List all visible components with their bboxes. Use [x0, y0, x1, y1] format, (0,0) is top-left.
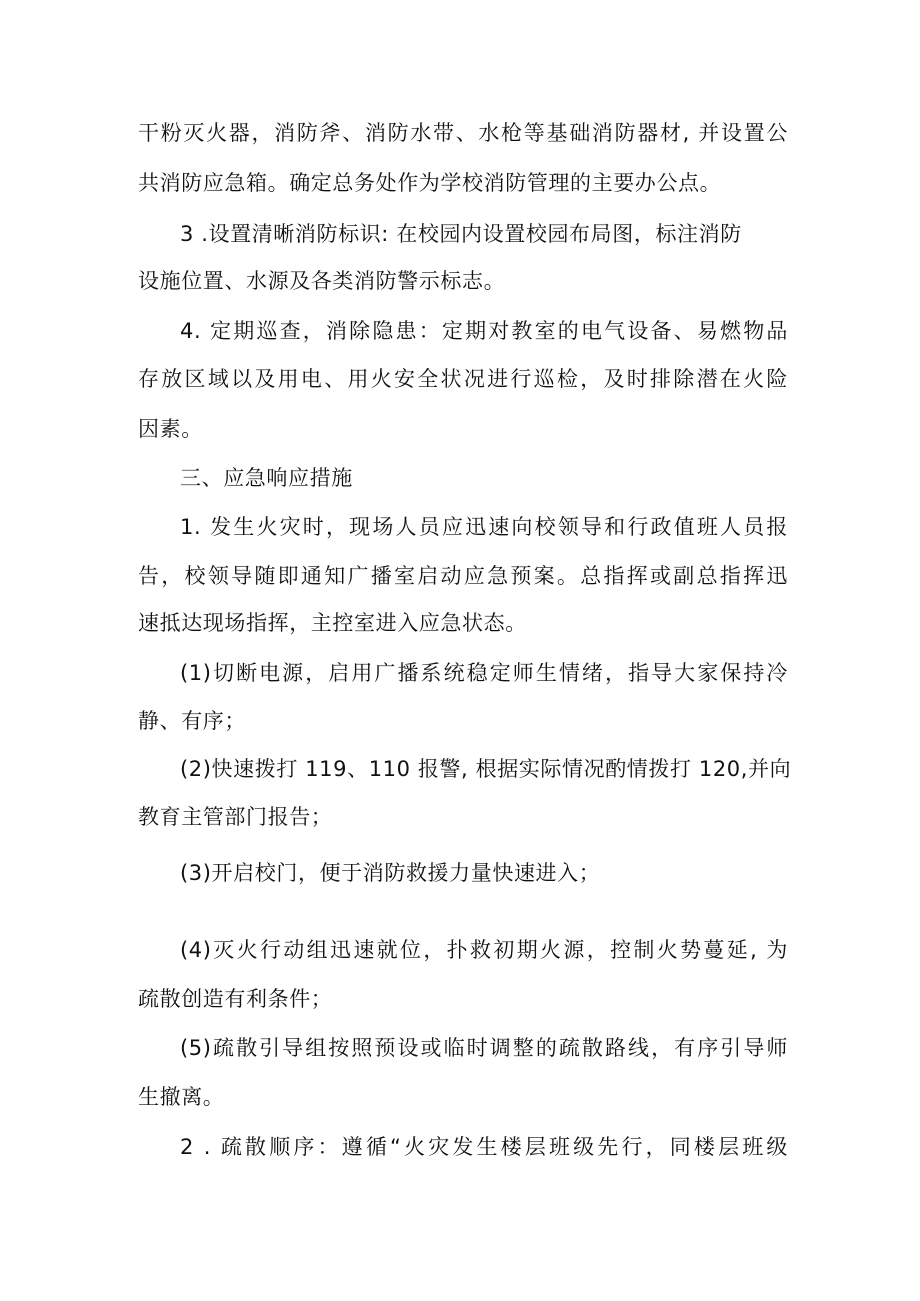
text-line: 设施位置、水源及各类消防警示标志。: [138, 269, 506, 293]
text-line: 生撤离。: [138, 1085, 225, 1109]
text-line: (5)疏散引导组按照预设或临时调整的疏散路线，有序引导师: [180, 1036, 788, 1060]
section-heading: 三、应急响应措施: [180, 466, 353, 490]
text-line: 共消防应急箱。确定总务处作为学校消防管理的主要办公点。: [138, 171, 722, 195]
text-line: 静、有序；: [138, 709, 246, 733]
text-line: (4)灭火行动组迅速就位，扑救初期火源，控制火势蔓延, 为: [180, 938, 788, 962]
text-line: 疏散创造有利条件；: [138, 987, 333, 1011]
text-line: 存放区域以及用电、用火安全状况进行巡检，及时排除潜在火险: [138, 367, 788, 391]
text-line: 教育主管部门报告；: [138, 805, 333, 829]
text-line: 速抵达现场指挥，主控室进入应急状态。: [138, 611, 527, 635]
text-line: (2)快速拨打 119、110 报警, 根据实际情况酌情拨打 120,并向: [180, 757, 792, 781]
text-line: 4. 定期巡查，消除隐患：定期对教室的电气设备、易燃物品: [180, 319, 788, 343]
text-line: 告，校领导随即通知广播室启动应急预案。总指挥或副总指挥迅: [138, 564, 788, 588]
text-line: (1)切断电源，启用广播系统稳定师生情绪，指导大家保持冷: [180, 661, 788, 685]
text-line: 因素。: [138, 417, 203, 441]
text-line: 1. 发生火灾时，现场人员应迅速向校领导和行政值班人员报: [180, 515, 788, 539]
text-line: 3 .设置清晰消防标识: 在校园内设置校园布局图，标注消防: [180, 222, 742, 246]
text-line: 干粉灭火器，消防斧、消防水带、水枪等基础消防器材, 并设置公: [138, 121, 788, 145]
text-line: 2 . 疏散顺序：遵循“火灾发生楼层班级先行，同楼层班级: [180, 1135, 788, 1159]
text-line: (3)开启校门，便于消防救援力量快速进入；: [180, 861, 601, 885]
